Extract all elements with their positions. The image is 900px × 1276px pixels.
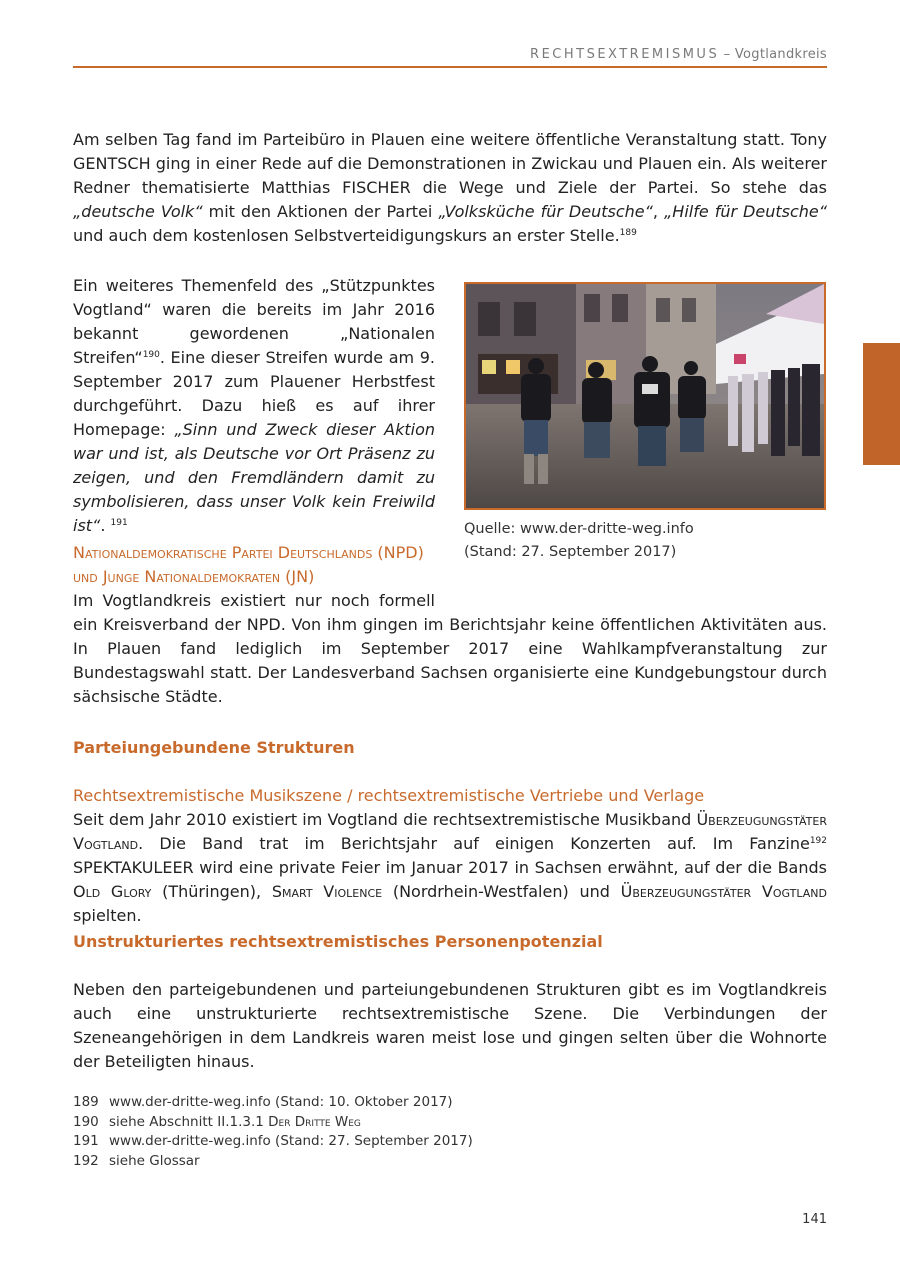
page-number: 141 [802,1212,827,1227]
npd-text: ein Kreisverband der NPD. Von ihm gingen im Berichtsjahr keine öffentlichen Aktivitäten aus. In Plauen fand lediglich im September 2017 eine Wahlkampfveranstaltung zur Bundestagswahl statt. Der Landesverband Sachsen organisierte eine Kundgebungstour durch sächsische Städte. [73,615,827,706]
footnote-text: siehe Abschnitt II.1.3.1 [109,1113,269,1130]
p1-quote-volk: „deutsche Volk“ [73,202,203,221]
footnote-ref-190: 190 [142,350,160,360]
running-header [530,47,827,62]
p1-quote-hilfe: „Hilfe für Deutsche“ [664,202,828,221]
band-name-4: Überzeugungstäter Vogtland [620,882,827,901]
footnote-text: siehe Glossar [109,1152,200,1169]
footnote-number: 190 [73,1113,99,1130]
band-name-3: Smart Violence [271,882,383,901]
caption-source: Quelle: www.der-dritte-weg.info [464,521,694,537]
music-text-b: . Die Band trat im Berichtsjahr auf einigen Konzerten auf. Im Fanzine [138,834,810,853]
photo-illustration [466,284,824,508]
header-rule [73,66,827,68]
npd-heading-line2 [73,565,827,589]
music-section [73,784,827,928]
music-text-c: SPEKTAKULEER wird eine private Feier im Januar 2017 in Sachsen erwähnt, auf der die Bands [73,858,827,877]
footnotes [73,1093,473,1171]
footnote-number: 191 [73,1133,99,1149]
paragraph-1 [73,128,827,248]
footnote-189 [73,1093,473,1113]
music-text-e: (Nordrhein-Westfalen) und [382,882,621,901]
section-heading-parteiungebunden: Parteiungebundene Strukturen [73,738,355,757]
caption-date: (Stand: 27. September 2017) [464,544,677,560]
homepage-quote: „Sinn und Zweck dieser Aktion war und ist, als Deutsche vor Ort Präsenz zu zeigen, und den Fremdländern damit zu symbolisieren, dass unser Volk kein Freiwild ist“ [73,420,436,535]
npd-heading-line1: Nationaldemokratische Partei Deutschlands (NPD) [73,543,424,562]
music-text-f: spielten. [73,906,142,925]
p1-text-g: und auch dem kostenlosen Selbstverteidigungskurs an erster Stelle. [73,226,620,245]
footnote-number: 192 [73,1152,99,1169]
p1-quote-volkskueche: „Volksküche für Deutsche“ [438,202,653,221]
unstructured-paragraph [73,978,827,1074]
p2-text-b: . Eine dieser Streifen wurde am 9. September 2017 zum Plauener Herbstfest durchgeführt. Dazu hieß es auf ihrer Homepage: [73,348,435,439]
footnote-ref-189: 189 [619,228,637,238]
p1-text-e: , [652,202,665,221]
music-subheading: Rechtsextremistische Musikszene / rechtsextremistische Vertriebe und Verlage [73,786,705,805]
chapter-tab [863,343,900,465]
p2-text-a: Ein weiteres Themenfeld des „Stützpunktes Vogtland“ waren die bereits im Jahr 2016 bekannt gewordenen „Nationalen Streifen“ [73,276,435,367]
footnote-text: www.der-dritte-weg.info (Stand: 27. September 2017) [109,1133,473,1149]
band-name-1: Überzeugungstäter Vogtland [73,810,827,853]
npd-heading-line2-text: und Junge Nationaldemokraten (JN) [73,567,315,586]
footnote-192 [73,1152,473,1172]
footnote-191 [73,1132,473,1152]
footnote-190 [73,1113,473,1133]
music-text-d: (Thüringen), [151,882,272,901]
paragraph-2 [73,274,435,538]
footnote-ref-192: 192 [809,836,827,846]
header-subtitle: – Vogtlandkreis [719,47,827,62]
footnote-text: www.der-dritte-weg.info (Stand: 10. Oktober 2017) [109,1094,453,1110]
p2-text-c: . [100,516,111,535]
footnote-ref-191: 191 [110,518,128,528]
header-title: RECHTSEXTREMISMUS [530,47,720,62]
p1-text-c: mit den Aktionen der Partei [202,202,439,221]
footnote-number: 189 [73,1094,99,1110]
street-photo [464,282,826,510]
section-heading-unstrukturiert: Unstrukturiertes rechtsextremistisches Personenpotenzial [73,932,603,951]
music-text-a: Seit dem Jahr 2010 existiert im Vogtland die rechtsextremistische Musikband [73,810,697,829]
band-name-2: Old Glory [73,882,152,901]
footnote-party-name: Der Dritte Weg [268,1113,361,1130]
npd-section [73,541,827,709]
unstructured-text: Neben den parteigebundenen und parteiungebundenen Strukturen gibt es im Vogtlandkreis auch eine unstrukturierte rechtsextremistische Szene. Die Verbindungen der Szeneangehörigen in dem Landkreis waren meist lose und gingen selten über die Wohnorte der Beteiligten hinaus. [73,980,827,1071]
p1-text-a: Am selben Tag fand im Parteibüro in Plauen eine weitere öffentliche Veranstaltung statt. Tony GENTSCH ging in einer Rede auf die Demonstrationen in Zwickau und Plauen ein. Als weiterer Redner thematisierte Matthias FISCHER die Wege und Ziele der Partei. So stehe das [73,130,827,197]
npd-text-line1: Im Vogtlandkreis existiert nur noch formell [73,591,435,610]
